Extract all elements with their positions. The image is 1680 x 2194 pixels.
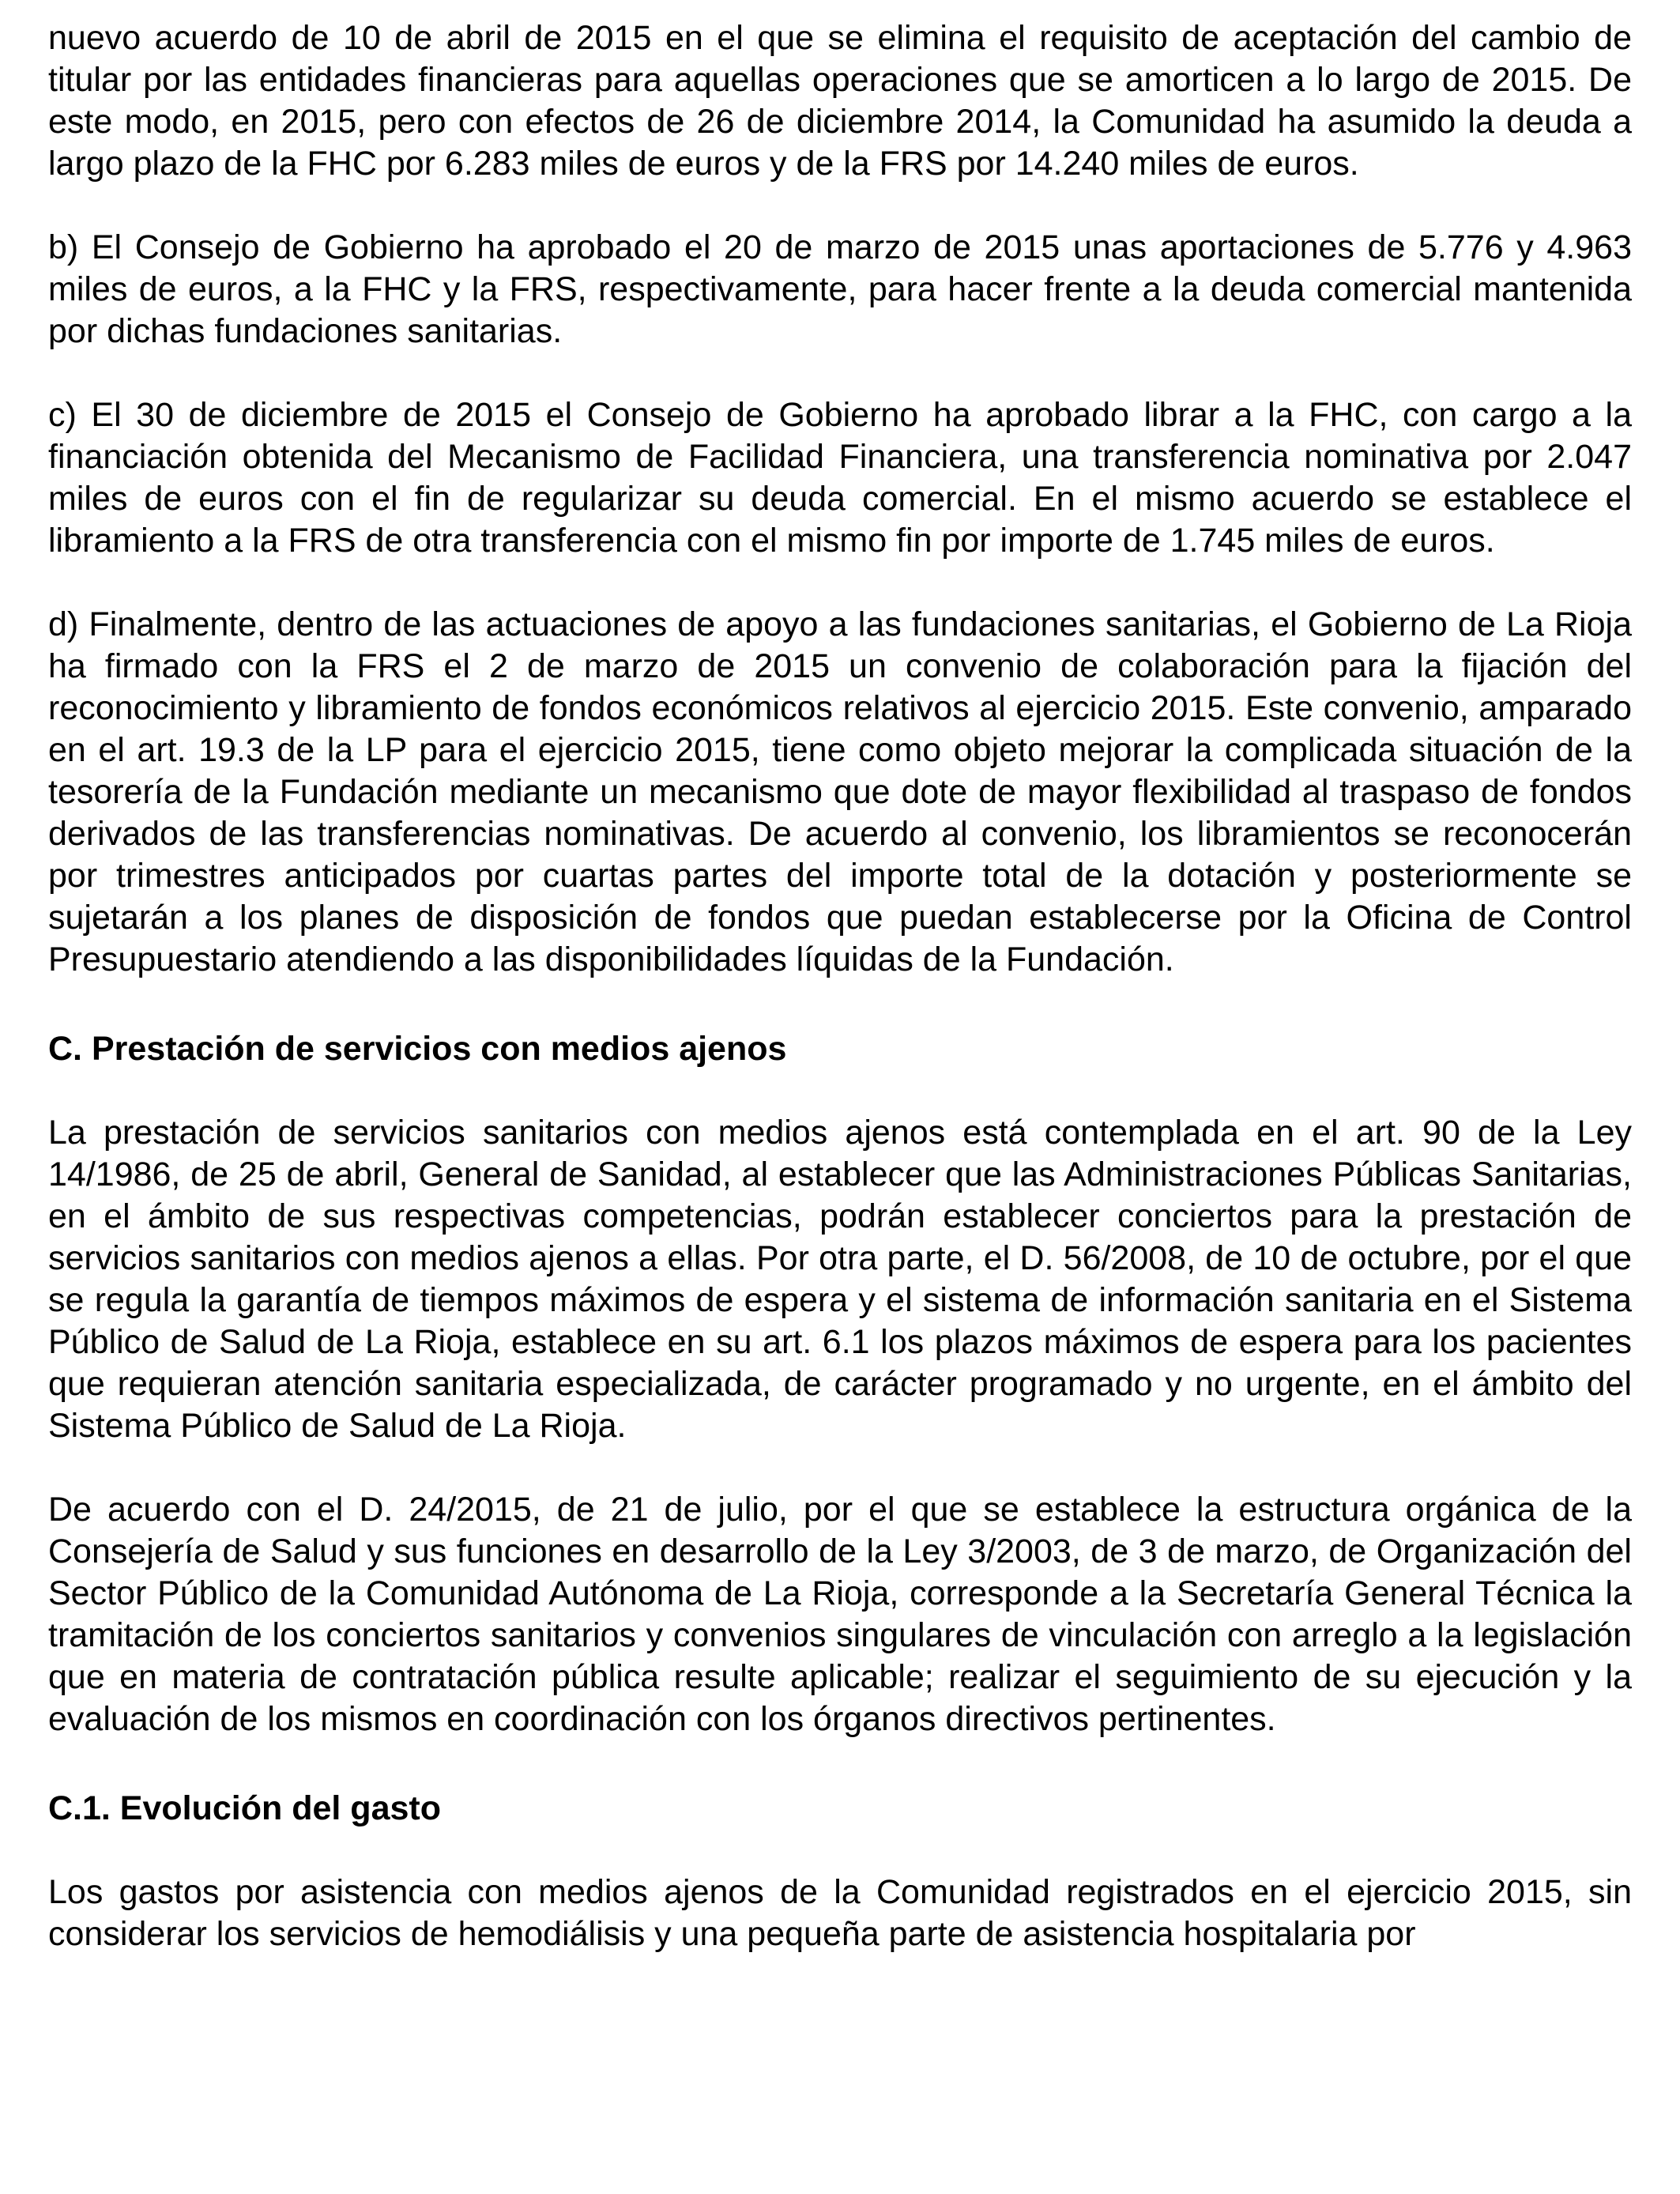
section-c-paragraph-2: De acuerdo con el D. 24/2015, de 21 de julio, por el que se establece la estructura orgánica de la Consejería de Salud y sus funciones en desarrollo de la Ley 3/2003, de 3 de marzo, de Organización del Sector Público de la Comunidad Autónoma de La Rioja, corresponde a la Secretaría General Técnica la tramitación de los conciertos sanitarios y convenios singulares de vinculación con arreglo a la legislación que en materia de contratación pública resulte aplicable; realizar el seguimiento de su ejecución y la evaluación de los mismos en coordinación con los órganos directivos pertinentes. [48, 1491, 1632, 1738]
paragraph-intro-continuation: nuevo acuerdo de 10 de abril de 2015 en el que se elimina el requisito de aceptación del cambio de titular por las entidades financieras para aquellas operaciones que se amorticen a lo largo de 2015. De este modo, en 2015, pero con efectos de 26 de diciembre 2014, la Comunidad ha asumido la deuda a largo plazo de la FHC por 6.283 miles de euros y de la FRS por 14.240 miles de euros. [48, 19, 1632, 183]
paragraph-item-d: d) Finalmente, dentro de las actuaciones de apoyo a las fundaciones sanitarias, el Gobierno de La Rioja ha firmado con la FRS el 2 de marzo de 2015 un convenio de colaboración para la fijación del reconocimiento y libramiento de fondos económicos relativos al ejercicio 2015. Este convenio, amparado en el art. 19.3 de la LP para el ejercicio 2015, tiene como objeto mejorar la complicada situación de la tesorería de la Fundación mediante un mecanismo que dote de mayor flexibilidad al traspaso de fondos derivados de las transferencias nominativas. De acuerdo al convenio, los libramientos se reconocerán por trimestres anticipados por cuartas partes del importe total de la dotación y posteriormente se sujetarán a los planes de disposición de fondos que puedan establecerse por la Oficina de Control Presupuestario atendiendo a las disponibilidades líquidas de la Fundación. [48, 605, 1632, 978]
section-c1-paragraph-1: Los gastos por asistencia con medios ajenos de la Comunidad registrados en el ejercicio 2015, sin considerar los servicios de hemodiálisis y una pequeña parte de asistencia hospitalaria por [48, 1873, 1632, 1953]
paragraph-item-c: c) El 30 de diciembre de 2015 el Consejo de Gobierno ha aprobado librar a la FHC, con cargo a la financiación obtenida del Mecanismo de Facilidad Financiera, una transferencia nominativa por 2.047 miles de euros con el fin de regularizar su deuda comercial. En el mismo acuerdo se establece el libramiento a la FRS de otra transferencia con el mismo fin por importe de 1.745 miles de euros. [48, 396, 1632, 560]
section-c-heading: C. Prestación de servicios con medios ajenos [48, 1030, 787, 1068]
section-c-paragraph-1: La prestación de servicios sanitarios con medios ajenos está contemplada en el art. 90 de la Ley 14/1986, de 25 de abril, General de Sanidad, al establecer que las Administraciones Públicas Sanitarias, en el ámbito de sus respectivas competencias, podrán establecer conciertos para la prestación de servicios sanitarios con medios ajenos a ellas. Por otra parte, el D. 56/2008, de 10 de octubre, por el que se regula la garantía de tiempos máximos de espera y el sistema de información sanitaria en el Sistema Público de Salud de La Rioja, establece en su art. 6.1 los plazos máximos de espera para los pacientes que requieran atención sanitaria especializada, de carácter programado y no urgente, en el ámbito del Sistema Público de Salud de La Rioja. [48, 1114, 1632, 1445]
document-page [48, 17, 1632, 1955]
paragraph-item-b: b) El Consejo de Gobierno ha aprobado el 20 de marzo de 2015 unas aportaciones de 5.776 y 4.963 miles de euros, a la FHC y la FRS, respectivamente, para hacer frente a la deuda comercial mantenida por dichas fundaciones sanitarias. [48, 228, 1632, 350]
section-c1-heading: C.1. Evolución del gasto [48, 1789, 441, 1827]
